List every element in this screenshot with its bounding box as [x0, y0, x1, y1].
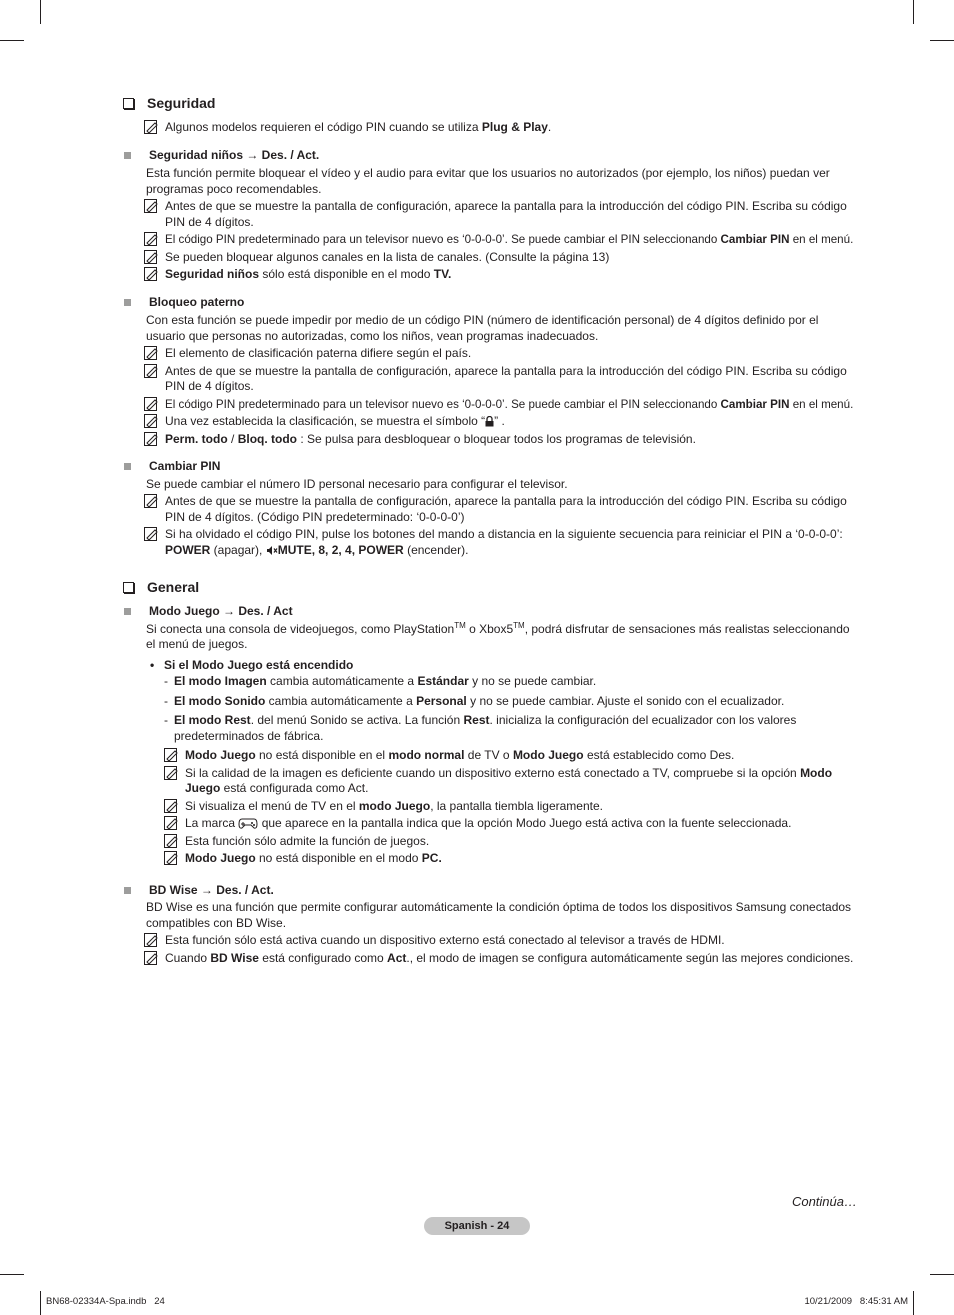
note: Algunos modelos requieren el código PIN cuando se utiliza Plug & Play. — [144, 120, 860, 136]
note-list — [144, 199, 860, 283]
square-bullet-icon — [124, 152, 131, 159]
dash-item: - El modo Rest. del menú Sonido se activa. La función Rest. inicializa la configuración del ecualizador con los valores predeterminados de fábrica. — [164, 713, 797, 743]
print-file-info: BN68-02334A-Spa.indb 24 — [46, 1296, 165, 1307]
note-pencil-icon — [164, 816, 179, 831]
note: Si ha olvidado el código PIN, pulse los botones del mando a distancia en la siguiente secuencia para reiniciar el PIN a ‘0-0-0-0’: POWER (apagar), MUTE, 8, 2, 4, POWER (encender). — [144, 527, 860, 558]
note-pencil-icon — [144, 267, 159, 282]
note: Antes de que se muestre la pantalla de configuración, aparece la pantalla para la introducción del código PIN. Escriba su código PIN de 4 dígitos. — [144, 364, 860, 395]
subsection-bloqueo-paterno — [120, 295, 860, 448]
paragraph: Si conecta una consola de videojuegos, como PlayStation™ o Xbox5™, podrá disfrutar de sensaciones más realistas seleccionando el menú de juegos. — [146, 620, 850, 651]
note-pencil-icon — [144, 951, 159, 966]
note: El código PIN predeterminado para un televisor nuevo es ‘0-0-0-0’. Se puede cambiar el PIN seleccionando Cambiar PIN en el menú. — [144, 232, 860, 248]
paragraph: Esta función permite bloquear el vídeo y el audio para evitar que los usuarios no autorizados (por ejemplo, los niños) puedan ver programas poco recomendables. — [146, 166, 830, 196]
subsection-heading: Modo Juego → Des. / Act — [149, 604, 293, 618]
square-bullet-icon — [124, 887, 131, 894]
square-bullet-icon — [124, 299, 131, 306]
page-number-badge: Spanish - 24 — [424, 1217, 530, 1235]
paragraph: BD Wise es una función que permite configurar automáticamente la condición óptima de todos los dispositivos Samsung conectados compatibles con BD Wise. — [146, 900, 852, 930]
lock-icon — [485, 416, 494, 427]
crop-mark — [0, 1274, 24, 1275]
note-pencil-icon — [164, 851, 179, 866]
print-timestamp: 10/21/2009 8:45:31 AM — [804, 1296, 908, 1307]
note-pencil-icon — [144, 432, 159, 447]
note-pencil-icon — [164, 799, 179, 814]
dash-list — [164, 674, 860, 744]
note: Si visualiza el menú de TV en el modo Juego, la pantalla tiembla ligeramente. — [164, 799, 860, 815]
bullet-dot-icon: • — [150, 657, 155, 672]
subsection-heading: Cambiar PIN — [149, 459, 221, 473]
continua-label: Continúa… — [791, 1194, 857, 1209]
note-list — [144, 120, 860, 136]
note-pencil-icon — [164, 834, 179, 849]
crop-mark — [913, 1291, 914, 1315]
note-list — [144, 346, 860, 447]
square-bullet-icon — [124, 463, 131, 470]
bullet-item: • Si el Modo Juego está encendido - El modo Imagen cambia automáticamente a Estándar y no se puede cambiar. - El modo Sonido cambia automáticamente a Personal y no se puede cambiar. Ajuste el sonido con el ecualizador. - El modo Rest. del menú Sonido se activa. La función Rest. inicializa la configuración del ecualizador con los valores predeterminados de fábrica. Modo Juego no está disponible en el modo normal de TV o Modo Juego está establecido como Des. Si la calidad de la imagen es deficiente cuando un dispositivo externo está conectado a TV, compruebe si la opción Modo Juego está configurada como Act. Si visualiza el menú de TV en el modo Juego, la pantalla tiembla ligeramente. La marca que aparece en la pantalla indica que la opción Modo Juego está activa con la fuente seleccionada. Esta función sólo admite la función de juegos. Modo Juego no está disponible en el modo PC. — [150, 658, 860, 867]
crop-mark — [930, 40, 954, 41]
note-pencil-icon — [144, 250, 159, 265]
note: Si la calidad de la imagen es deficiente cuando un dispositivo externo está conectado a TV, compruebe si la opción Modo Juego está configurada como Act. — [164, 766, 860, 797]
section-general-title: General — [120, 578, 860, 596]
section-seguridad-title: Seguridad — [120, 94, 860, 112]
subsection-heading: BD Wise → Des. / Act. — [149, 882, 274, 897]
note-pencil-icon — [144, 527, 159, 542]
note-pencil-icon — [164, 748, 179, 763]
paragraph: Se puede cambiar el número ID personal necesario para configurar el televisor. — [146, 476, 568, 491]
crop-mark — [913, 0, 914, 24]
note-pencil-icon — [144, 364, 159, 379]
crop-mark — [930, 1274, 954, 1275]
note-pencil-icon — [164, 766, 179, 781]
note-pencil-icon — [144, 397, 159, 412]
note-pencil-icon — [144, 120, 159, 135]
note: La marca que aparece en la pantalla indica que la opción Modo Juego está activa con la fuente seleccionada. — [164, 816, 860, 832]
note: Esta función sólo admite la función de juegos. — [164, 834, 860, 850]
dash-item: - El modo Sonido cambia automáticamente a Personal y no se puede cambiar. Ajuste el sonido con el ecualizador. — [164, 693, 785, 708]
crop-mark — [40, 0, 41, 24]
subsection-modo-juego — [120, 604, 860, 867]
note: Modo Juego no está disponible en el modo normal de TV o Modo Juego está establecido como Des. — [164, 748, 860, 764]
note-list — [144, 494, 860, 558]
note-pencil-icon — [144, 199, 159, 214]
note-pencil-icon — [144, 494, 159, 509]
note: El código PIN predeterminado para un televisor nuevo es ‘0-0-0-0’. Se puede cambiar el PIN seleccionando Cambiar PIN en el menú. — [144, 397, 860, 413]
checkbox-square-icon — [123, 98, 134, 109]
note: El elemento de clasificación paterna difiere según el país. — [144, 346, 860, 362]
paragraph: Con esta función se puede impedir por medio de un código PIN (número de identificación personal) de 4 dígitos definido por el usuario que personas no autorizadas, como los niños, vean programas inadecuados. — [146, 313, 819, 343]
gamepad-icon — [238, 817, 258, 830]
note: Una vez establecida la clasificación, se muestra el símbolo “ ” . — [144, 414, 860, 430]
note-pencil-icon — [144, 414, 159, 429]
subsection-seguridad-ninos — [120, 148, 860, 283]
note: Perm. todo / Bloq. todo : Se pulsa para desbloquear o bloquear todos los programas de televisión. — [144, 432, 860, 448]
note: Antes de que se muestre la pantalla de configuración, aparece la pantalla para la introducción del código PIN. Escriba su código PIN de 4 dígitos. — [144, 199, 860, 230]
page-content — [120, 94, 860, 968]
subsection-heading: Bloqueo paterno — [149, 294, 245, 309]
note: Se pueden bloquear algunos canales en la lista de canales. (Consulte la página 13) — [144, 250, 860, 266]
crop-mark — [0, 40, 24, 41]
dash-item: - El modo Imagen cambia automáticamente a Estándar y no se puede cambiar. — [164, 674, 597, 688]
note: Modo Juego no está disponible en el modo PC. — [164, 851, 860, 867]
note-list — [164, 748, 860, 867]
note-pencil-icon — [144, 933, 159, 948]
note: Antes de que se muestre la pantalla de configuración, aparece la pantalla para la introducción del código PIN. Escriba su código PIN de 4 dígitos. (Código PIN predeterminado: ‘0-0-0-0’) — [144, 494, 860, 525]
checkbox-square-icon — [123, 582, 134, 593]
note-pencil-icon — [144, 232, 159, 247]
crop-mark — [40, 1291, 41, 1315]
subsection-cambiar-pin — [120, 459, 860, 558]
note: Esta función sólo está activa cuando un dispositivo externo está conectado al televisor a través de HDMI. — [144, 933, 860, 949]
mute-speaker-icon — [266, 545, 278, 556]
note: Seguridad niños sólo está disponible en el modo TV. — [144, 267, 860, 283]
subsection-bd-wise — [120, 883, 860, 967]
subsection-heading: Seguridad niños → Des. / Act. — [149, 147, 320, 162]
note: Cuando BD Wise está configurado como Act., el modo de imagen se configura automáticamente según las mejores condiciones. — [144, 951, 860, 967]
square-bullet-icon — [124, 608, 131, 615]
note-pencil-icon — [144, 346, 159, 361]
note-list — [144, 933, 860, 966]
